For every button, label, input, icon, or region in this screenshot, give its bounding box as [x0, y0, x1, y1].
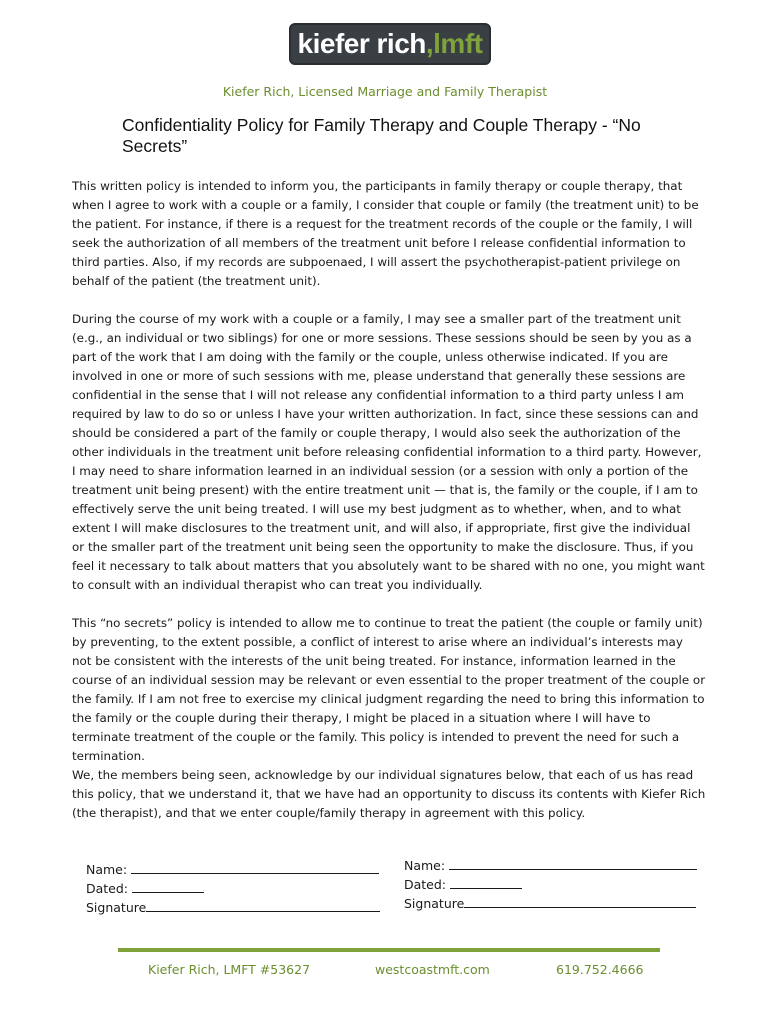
- name-field[interactable]: [449, 856, 697, 870]
- document-title: Confidentiality Policy for Family Therapy and Couple Therapy - “No Secrets”: [122, 115, 641, 156]
- dated-row: [86, 879, 380, 898]
- footer-divider: [118, 948, 660, 952]
- paragraph-no-secrets: This “no secrets” policy is intended to allow me to continue to treat the patient (the couple or family unit) by preventing, to the extent possible, a conflict of interest to arise where an individual’s interests may not be consistent with the interests of the unit being treated. For instance, information learned in the course of an individual session may be relevant or even essential to the proper treatment of the couple or the family. If I am not free to exercise my clinical judgment regarding the need to bring this information to the family or the couple during their therapy, I might be placed in a situation where I will have to terminate treatment of the couple or the family. This policy is intended to prevent the need for such a termination.: [72, 616, 706, 763]
- paragraph-sessions: During the course of my work with a couple or a family, I may see a smaller part of the treatment unit (e.g., an individual or two siblings) for one or more sessions. These sessions should be seen by you as a part of the work that I am doing with the family or the couple, unless otherwise indicated. If you are involved in one or more of such sessions with me, please understand that generally these sessions are confidential in the sense that I will not release any confidential information to a third party unless I am required by law to do so or unless I have your written authorization. In fact, since these sessions can and should be considered a part of the family or couple therapy, I would also seek the authorization of the other individuals in the treatment unit before releasing confidential information to a third party. However, I may need to share information learned in an individual session (or a session with only a portion of the treatment unit being present) with the entire treatment unit — that is, the family or the couple, if I am to effectively serve the unit being treated. I will use my best judgment as to whether, when, and to what extent I will make disclosures to the treatment unit, and will also, if appropriate, first give the individual or the smaller part of the treatment unit being seen the opportunity to make the disclosure. Thus, if you feel it necessary to talk about matters that you absolutely want to be shared with no one, you might want to consult with an individual therapist who can treat you individually.: [72, 312, 705, 592]
- signature-label: Signature: [404, 896, 465, 911]
- dated-label: Dated:: [86, 881, 129, 896]
- signature-label: Signature: [86, 900, 147, 915]
- name-row: [404, 856, 697, 875]
- dated-field[interactable]: [132, 879, 204, 893]
- name-field[interactable]: [131, 860, 379, 874]
- name-label: Name:: [404, 858, 446, 873]
- footer-website-link[interactable]: westcoastmft.com: [375, 962, 490, 977]
- dated-field[interactable]: [450, 875, 522, 889]
- signature-block-left: [86, 860, 380, 917]
- signature-block-right: [404, 856, 697, 913]
- dated-row: [404, 875, 697, 894]
- footer-phone: 619.752.4666: [556, 962, 644, 977]
- paragraph-intro: This written policy is intended to inform you, the participants in family therapy or couple therapy, that when I agree to work with a couple or a family, I consider that couple or family (the treatment unit) to be the patient. For instance, if there is a request for the treatment records of the couple or the family, I will seek the authorization of all members of the treatment unit before I release confidential information to third parties. Also, if my records are subpoenaed, I will assert the psychotherapist-patient privilege on behalf of the patient (the treatment unit).: [72, 179, 699, 288]
- signature-row: [404, 894, 697, 913]
- signature-row: [86, 898, 380, 917]
- name-label: Name:: [86, 862, 128, 877]
- dated-label: Dated:: [404, 877, 447, 892]
- logo-credential: ,lmft: [425, 28, 483, 59]
- header-subtitle: Kiefer Rich, Licensed Marriage and Family Therapist: [222, 84, 548, 99]
- paragraph-acknowledgement: We, the members being seen, acknowledge by our individual signatures below, that each of us has read this policy, that we understand it, that we have had an opportunity to discuss its contents with Kiefer Rich (the therapist), and that we enter couple/family therapy in agreement with this policy.: [72, 768, 706, 820]
- footer-license: Kiefer Rich, LMFT #53627: [148, 962, 311, 977]
- brand-logo: [289, 23, 491, 65]
- document-body: [72, 177, 706, 842]
- name-row: [86, 860, 380, 879]
- signature-field[interactable]: [464, 894, 696, 908]
- signature-field[interactable]: [146, 898, 380, 912]
- logo-name: kiefer rich: [297, 28, 426, 59]
